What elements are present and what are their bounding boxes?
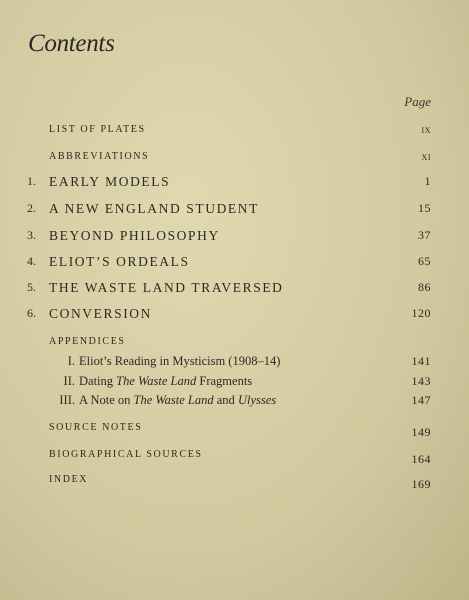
chapter-number: 4. — [27, 254, 36, 268]
chapter-title: A NEW ENGLAND STUDENT — [49, 201, 259, 216]
appendix-number: I. — [67, 354, 75, 368]
chapter-page: 86 — [418, 280, 431, 294]
appendix-title — [57, 393, 276, 408]
toc-chapter-2 — [0, 201, 469, 221]
chapter-title: ELIOT’S ORDEALS — [49, 254, 190, 269]
appendix-number: II. — [63, 374, 75, 388]
toc-chapter-6 — [0, 306, 469, 326]
chapter-page: 120 — [411, 306, 431, 320]
chapter-number: 6. — [27, 306, 36, 320]
toc-entry-page: 149 — [411, 425, 431, 439]
toc-entry-biographical-sources — [0, 447, 469, 467]
toc-entry-index — [0, 472, 469, 492]
chapter-page: 15 — [418, 201, 431, 215]
toc-entry-label: INDEX — [49, 474, 89, 485]
chapter-number: 3. — [27, 228, 36, 242]
toc-entry-page: xi — [421, 149, 431, 163]
appendices-label: APPENDICES — [49, 336, 126, 347]
chapter-page: 37 — [418, 228, 431, 242]
chapter-number: 1. — [27, 174, 36, 188]
chapter-title: CONVERSION — [49, 306, 153, 321]
appendix-page: 141 — [411, 354, 431, 368]
toc-appendix-2 — [0, 374, 469, 394]
chapter-number: 5. — [27, 280, 36, 294]
toc-chapter-4 — [0, 254, 469, 274]
appendix-page: 143 — [411, 374, 431, 388]
toc-entry-label: SOURCE NOTES — [49, 422, 143, 433]
appendix-title-part: Eliot’s Reading in Mysticism (1908–14) — [79, 354, 281, 368]
toc-appendix-1 — [0, 354, 469, 374]
toc-chapter-3 — [0, 228, 469, 248]
chapter-title: EARLY MODELS — [49, 174, 171, 189]
toc-entry-label: ABBREVIATIONS — [49, 151, 150, 162]
toc-entry-page: 169 — [411, 477, 431, 491]
toc-chapter-1 — [0, 174, 469, 194]
appendix-title-part: and — [213, 393, 238, 407]
chapter-page: 65 — [418, 254, 431, 268]
appendix-title — [57, 354, 280, 369]
page-column-label: Page — [404, 94, 431, 109]
toc-entry-source-notes — [0, 420, 469, 440]
toc-entry-label: LIST OF PLATES — [49, 124, 146, 135]
toc-appendices-heading — [0, 334, 469, 354]
appendix-title-italic: The Waste Land — [116, 374, 197, 388]
toc-chapter-5 — [0, 280, 469, 300]
appendix-number: III. — [59, 393, 75, 407]
appendix-title-italic: The Waste Land — [133, 393, 214, 407]
toc-entry-page: 164 — [411, 452, 431, 466]
appendix-title — [57, 374, 252, 389]
chapter-title: THE WASTE LAND TRAVERSED — [49, 280, 284, 295]
appendix-title-part: Dating — [79, 374, 117, 388]
page-title: Contents — [28, 30, 115, 57]
toc-appendix-3 — [0, 393, 469, 413]
toc-entry-abbreviations — [0, 149, 469, 169]
toc-entry-list-of-plates — [0, 122, 469, 142]
chapter-number: 2. — [27, 201, 36, 215]
chapter-title: BEYOND PHILOSOPHY — [49, 228, 220, 243]
chapter-page: 1 — [424, 174, 431, 188]
toc-entry-label: BIOGRAPHICAL SOURCES — [49, 449, 203, 460]
appendix-page: 147 — [411, 393, 431, 407]
appendix-title-part: Fragments — [196, 374, 253, 388]
toc-entry-page: ix — [421, 122, 431, 136]
appendix-title-part: A Note on — [79, 393, 134, 407]
appendix-title-italic: Ulysses — [237, 393, 277, 407]
